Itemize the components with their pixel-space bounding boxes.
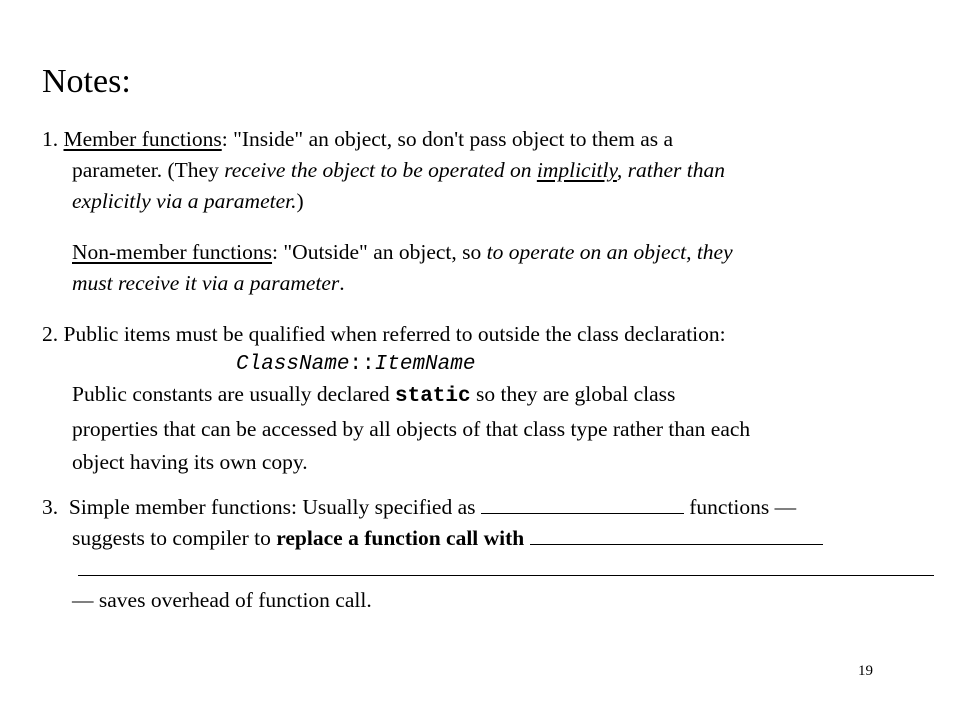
note-item-1-nonmember xyxy=(42,237,922,299)
itemname-text: ItemName xyxy=(374,353,476,376)
nonmember-line-1-text: "Outside" an object, so xyxy=(278,240,487,264)
item-3-line-3 xyxy=(42,554,922,585)
item-1-number: 1. xyxy=(42,127,59,151)
nonmember-line-2-end: . xyxy=(339,271,345,295)
blank-inline-keyword xyxy=(481,493,684,514)
item-2-line-4: properties that can be accessed by all objects of that class type rather than each xyxy=(72,417,751,441)
item-3-line-1-before: Simple member functions: Usually specified as xyxy=(68,495,481,519)
note-item-3 xyxy=(42,492,922,616)
static-keyword: static xyxy=(395,385,471,408)
member-functions-term: Member functions xyxy=(63,127,222,151)
nonmember-colon: : xyxy=(272,240,279,264)
item-1-line-3 xyxy=(42,186,922,217)
nonmember-line-1 xyxy=(42,237,922,268)
item-3-line-2-before: suggests to compiler to xyxy=(72,526,277,550)
item-1-line-1-text: "Inside" an object, so don't pass object to them as a xyxy=(227,127,674,151)
item-1-line-3-close: ) xyxy=(296,189,304,213)
nonmember-functions-term: Non-member functions xyxy=(72,240,273,264)
item-3-line-4: — saves overhead of function call. xyxy=(72,588,372,612)
item-2-line-3-after: so they are global class xyxy=(470,382,676,406)
blank-replacement-1 xyxy=(530,524,823,545)
item-2-line-1 xyxy=(42,319,922,350)
implicitly-text: implicitly xyxy=(536,158,617,182)
item-2-number: 2. xyxy=(42,322,59,346)
classname-itemname-syntax xyxy=(42,350,922,379)
note-item-1 xyxy=(42,124,922,217)
item-3-line-2 xyxy=(42,523,922,554)
item-1-line-2 xyxy=(42,155,922,186)
item-3-line-1 xyxy=(42,492,922,523)
nonmember-line-2 xyxy=(42,268,922,299)
slide-title: Notes: xyxy=(42,63,131,100)
item-3-number: 3. xyxy=(42,495,59,519)
item-1-line-2-plain: parameter. (They xyxy=(72,158,225,182)
nonmember-line-2-italic: must receive it via a parameter xyxy=(72,271,340,295)
page-number: 19 xyxy=(858,663,873,679)
item-2-line-3-before: Public constants are usually declared xyxy=(72,382,395,406)
scope-operator: :: xyxy=(349,353,375,376)
item-2-line-3 xyxy=(42,379,922,412)
item-1-line-3-italic: explicitly via a parameter. xyxy=(72,189,297,213)
item-1-line-2-italic: receive the object to be operated on xyxy=(224,158,537,182)
item-1-line-1 xyxy=(42,124,922,155)
classname-text: ClassName xyxy=(236,353,350,376)
item-1-colon: : xyxy=(221,127,228,151)
item-2-line-1-text: Public items must be qualified when referred to outside the class declaration: xyxy=(63,322,726,346)
item-1-line-2-tail: , rather than xyxy=(616,158,725,182)
item-3-line-1-after: functions — xyxy=(683,495,797,519)
blank-replacement-2 xyxy=(78,555,934,576)
item-2-line-5: object having its own copy. xyxy=(72,450,308,474)
item-3-line-2-bold: replace a function call with xyxy=(276,526,525,550)
nonmember-line-1-italic: to operate on an object, they xyxy=(486,240,733,264)
note-item-2 xyxy=(42,319,922,478)
